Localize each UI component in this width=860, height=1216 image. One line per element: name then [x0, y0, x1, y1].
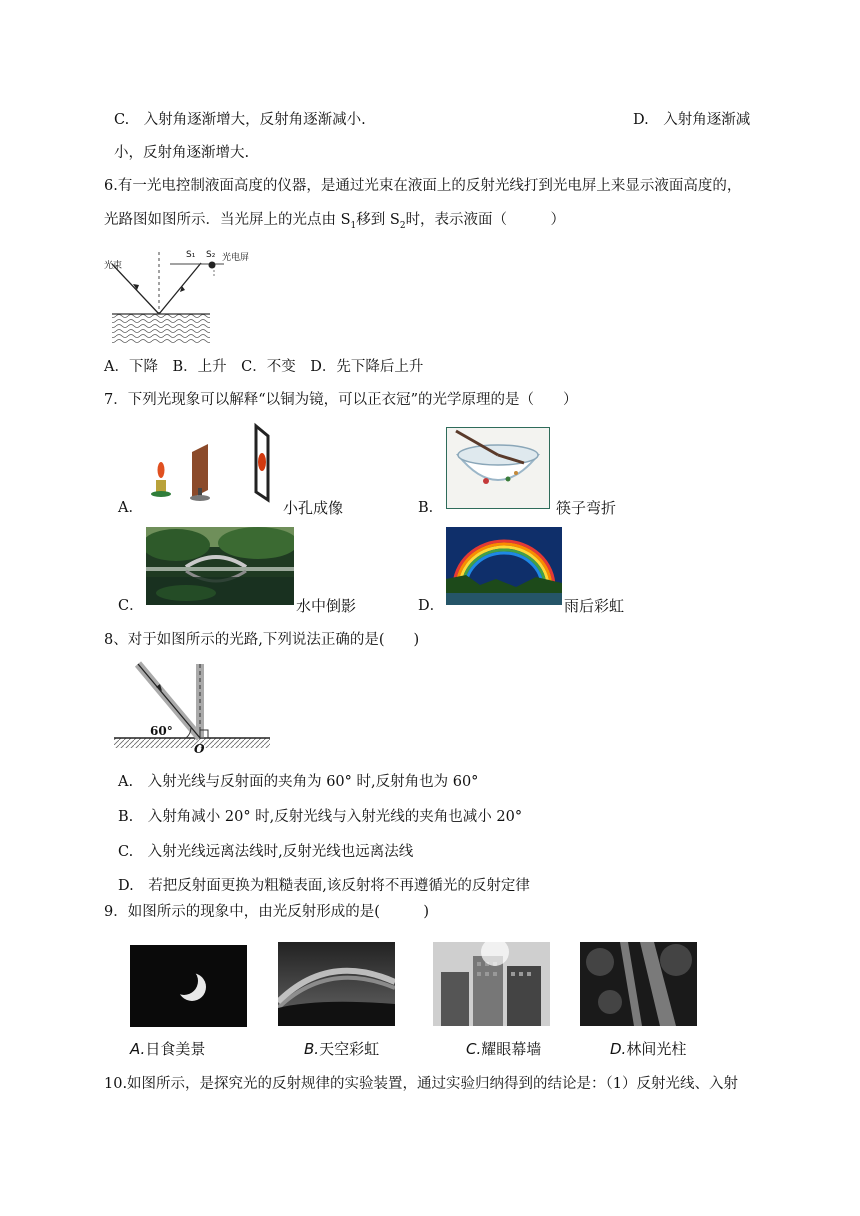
q9-option-d-caption: D.林间光柱 [610, 1040, 687, 1058]
q7-option-b-image [446, 427, 550, 509]
q6-light-path-figure [104, 248, 260, 344]
q9-option-a-image [130, 945, 247, 1027]
q7-option-b-letter: B． [418, 500, 444, 516]
q9-option-b-image [278, 942, 395, 1026]
q8-reflection-figure [114, 660, 274, 754]
q5-option-d-continued: 小，反射角逐渐增大. [114, 145, 250, 161]
q9-option-b-caption: B.天空彩虹 [304, 1040, 380, 1058]
q9-option-a-caption: A.日食美景 [130, 1040, 206, 1058]
q7-option-d-caption: 雨后彩虹 [564, 597, 625, 615]
q7-stem: 7．下列光现象可以解释“以铜为镜，可以正衣冠”的光学原理的是（ ） [104, 392, 578, 408]
q7-option-a-image [144, 422, 284, 504]
q8-angle-label: 60° [150, 724, 173, 738]
q8-option-c: C. 入射光线远离法线时,反射光线也远离法线 [118, 844, 414, 860]
q7-option-c-caption: 水中倒影 [296, 597, 357, 615]
q7-option-d-image [446, 527, 562, 605]
q8-option-b: B. 入射角减小 20° 时,反射光线与入射光线的夹角也减小 20° [118, 809, 523, 825]
q8-option-d: D. 若把反射面更换为粗糙表面,该反射将不再遵循光的反射定律 [118, 878, 530, 894]
q6-stem-line1: 6.有一光电控制液面高度的仪器，是通过光束在液面上的反射光线打到光电屏上来显示液面高度的， [104, 178, 742, 194]
q10-stem-line1: 10.如图所示，是探究光的反射规律的实验装置，通过实验归纳得到的结论是：（1）反射光线、入射 [104, 1076, 739, 1092]
q9-option-c-caption: C.耀眼幕墙 [466, 1040, 542, 1058]
q7-option-c-letter: C． [118, 598, 144, 614]
q6-beam-label: 光束 [104, 261, 123, 271]
q9-option-d-image [580, 942, 697, 1026]
q6-s2-label: S₂ [206, 250, 216, 260]
q9-option-c-image [433, 942, 550, 1026]
q5-option-d: D. 入射角逐渐减 [633, 112, 751, 128]
q7-option-a-letter: A． [118, 500, 143, 516]
q7-option-c-image [146, 527, 294, 605]
q7-option-b-caption: 筷子弯折 [556, 499, 617, 517]
q6-s1-label: S₁ [186, 250, 196, 260]
q6-options: A．下降 B．上升 C．不变 D．先下降后上升 [104, 359, 424, 375]
q8-option-a: A. 入射光线与反射面的夹角为 60° 时,反射角也为 60° [118, 774, 479, 790]
q6-screen-label: 光电屏 [222, 253, 250, 263]
q7-option-a-caption: 小孔成像 [283, 499, 344, 517]
q6-stem-line2: 光路图如图所示．当光屏上的光点由 $S_1$移到 $S_2$时，表示液面（ ） [104, 212, 566, 231]
q8-point-label: O [194, 742, 205, 756]
q8-stem: 8、对于如图所示的光路,下列说法正确的是( ) [104, 632, 420, 648]
q7-option-d-letter: D． [418, 598, 445, 614]
q9-stem: 9．如图所示的现象中，由光反射形成的是( ) [104, 904, 430, 920]
q5-option-c: C. 入射角逐渐增大，反射角逐渐减小. [114, 112, 366, 128]
